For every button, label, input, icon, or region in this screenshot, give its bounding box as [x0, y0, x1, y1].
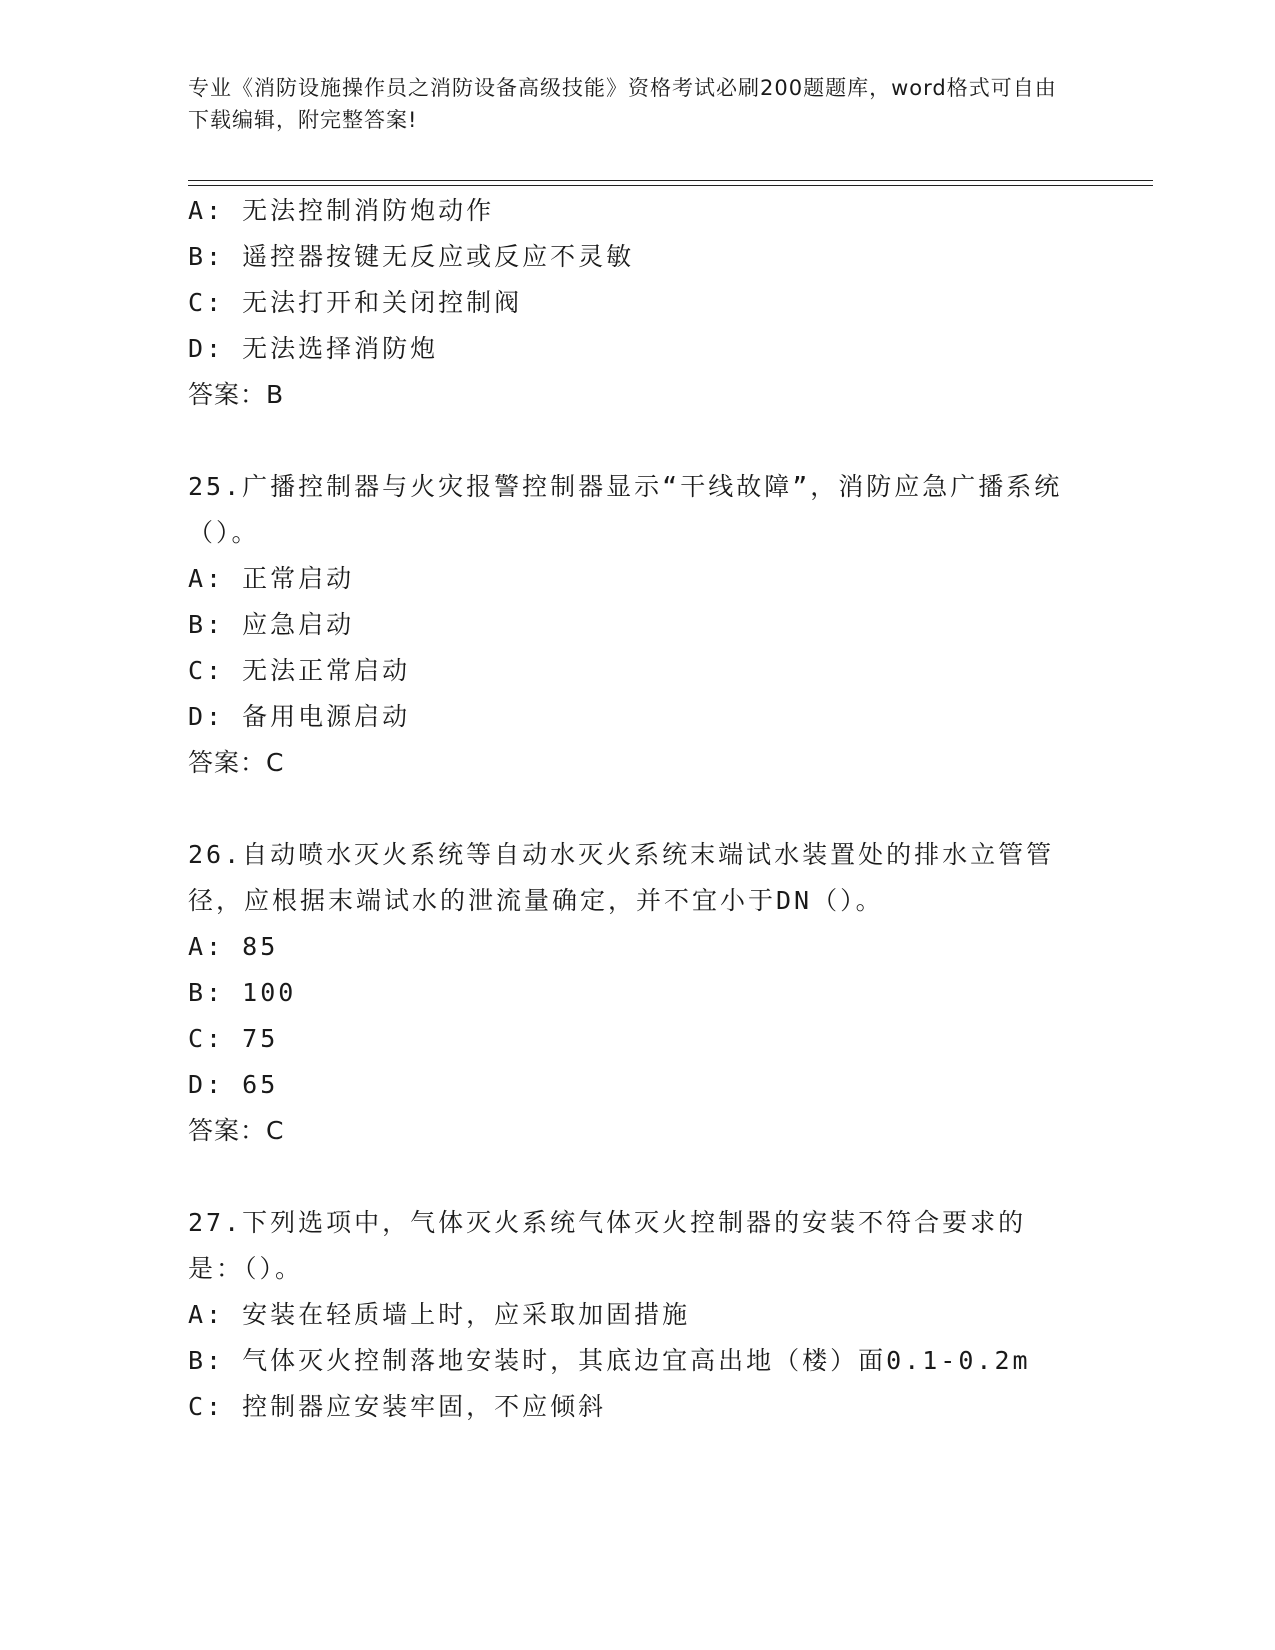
- option-c: C: 75: [188, 1024, 279, 1053]
- option-a: A: 85: [188, 932, 279, 961]
- option-c: C: 无法打开和关闭控制阀: [188, 288, 523, 317]
- document-header: 专业《消防设施操作员之消防设备高级技能》资格考试必刷200题题库，word格式可自由下载编辑，附完整答案!: [188, 76, 1057, 132]
- question-27: [188, 1200, 1068, 1430]
- question-24-tail: [188, 188, 1068, 418]
- option-a: A: 无法控制消防炮动作: [188, 196, 495, 225]
- question-stem: 25.广播控制器与火灾报警控制器显示“干线故障”，消防应急广播系统（）。: [188, 472, 1063, 547]
- answer-line: 答案：C: [188, 1116, 285, 1145]
- answer-line: 答案：C: [188, 748, 285, 777]
- header-divider-top: [188, 180, 1153, 181]
- header-divider-bottom: [188, 185, 1153, 186]
- question-25: [188, 464, 1068, 786]
- option-b: B: 遥控器按键无反应或反应不灵敏: [188, 242, 635, 271]
- option-a: A: 安装在轻质墙上时，应采取加固措施: [188, 1300, 691, 1329]
- option-b: B: 气体灭火控制落地安装时，其底边宜高出地（楼）面0.1-0.2m: [188, 1346, 1031, 1375]
- question-26: [188, 832, 1068, 1154]
- option-b: B: 应急启动: [188, 610, 355, 639]
- question-stem: 27.下列选项中，气体灭火系统气体灭火控制器的安装不符合要求的是：（）。: [188, 1208, 1027, 1283]
- option-d: D: 备用电源启动: [188, 702, 411, 731]
- option-d: D: 无法选择消防炮: [188, 334, 439, 363]
- question-stem: 26.自动喷水灭火系统等自动水灭火系统末端试水装置处的排水立管管径，应根据末端试水的泄流量确定，并不宜小于DN（）。: [188, 840, 1055, 915]
- option-d: D: 65: [188, 1070, 279, 1099]
- question-content: [188, 188, 1068, 1430]
- option-c: C: 控制器应安装牢固，不应倾斜: [188, 1392, 607, 1421]
- spacer: [188, 1154, 1068, 1200]
- spacer: [188, 786, 1068, 832]
- option-a: A: 正常启动: [188, 564, 355, 593]
- option-b: B: 100: [188, 978, 297, 1007]
- answer-line: 答案：B: [188, 380, 285, 409]
- spacer: [188, 418, 1068, 464]
- option-c: C: 无法正常启动: [188, 656, 411, 685]
